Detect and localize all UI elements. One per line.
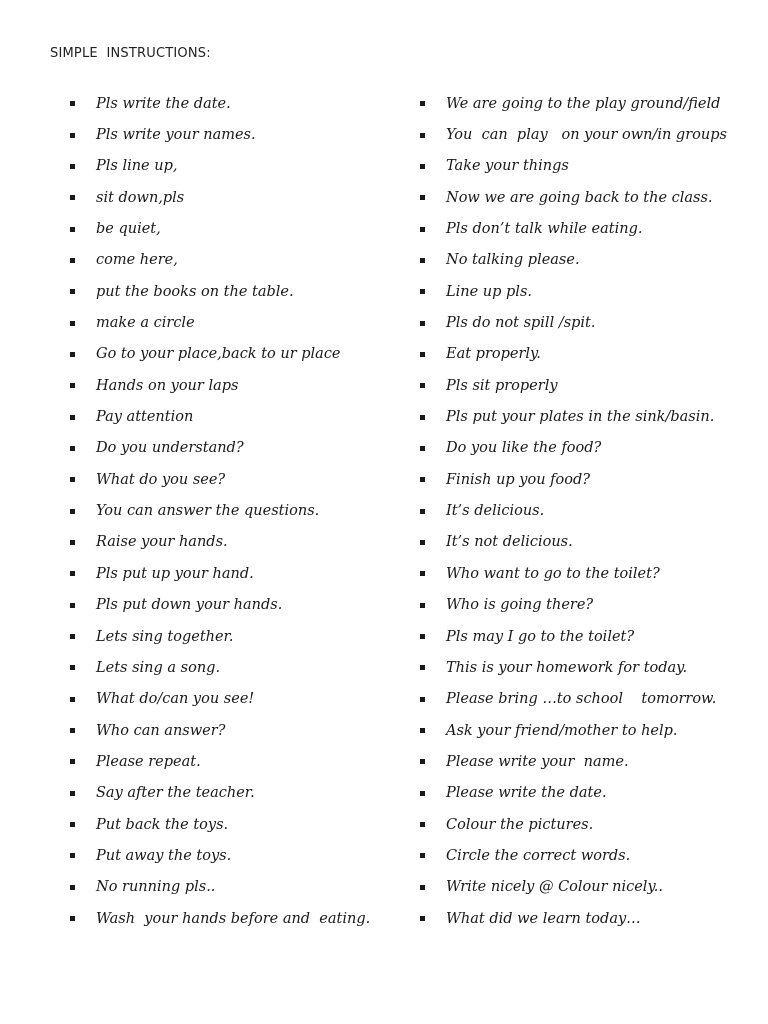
- list-item: [420, 213, 760, 244]
- list-item: [420, 495, 760, 526]
- instructions-list-left: [70, 88, 410, 934]
- list-item-text: It’s not delicious.: [446, 534, 573, 551]
- list-item-text: Colour the pictures.: [446, 816, 594, 833]
- square-bullet-icon: [70, 791, 75, 796]
- list-item-text: Lets sing a song.: [96, 659, 221, 676]
- list-item-text: make a circle: [96, 315, 195, 332]
- list-item-text: sit down,pls: [96, 189, 185, 206]
- square-bullet-icon: [70, 321, 75, 326]
- list-item: [420, 401, 760, 432]
- list-item-text: It’s delicious.: [446, 503, 545, 520]
- square-bullet-icon: [70, 916, 75, 921]
- list-item: [420, 307, 760, 338]
- square-bullet-icon: [420, 352, 425, 357]
- list-item: [70, 778, 410, 809]
- list-item-text: No running pls..: [96, 879, 216, 896]
- list-item: [420, 558, 760, 589]
- list-item: [70, 590, 410, 621]
- list-item: [420, 464, 760, 495]
- list-item: [70, 401, 410, 432]
- list-item-text: Now we are going back to the class.: [446, 189, 713, 206]
- square-bullet-icon: [70, 571, 75, 576]
- list-item: [420, 119, 760, 150]
- list-item-text: Eat properly.: [446, 346, 541, 363]
- list-item-text: Put back the toys.: [96, 816, 229, 833]
- square-bullet-icon: [420, 540, 425, 545]
- list-item: [70, 213, 410, 244]
- list-item-text: Pls write the date.: [96, 95, 231, 112]
- list-item-text: Who can answer?: [96, 722, 226, 739]
- square-bullet-icon: [70, 101, 75, 106]
- square-bullet-icon: [420, 289, 425, 294]
- list-item: [420, 245, 760, 276]
- square-bullet-icon: [420, 446, 425, 451]
- list-item-text: Say after the teacher.: [96, 785, 255, 802]
- list-item: [70, 245, 410, 276]
- square-bullet-icon: [420, 916, 425, 921]
- list-item: [70, 715, 410, 746]
- list-item: [70, 684, 410, 715]
- square-bullet-icon: [420, 634, 425, 639]
- square-bullet-icon: [420, 195, 425, 200]
- list-item: [70, 151, 410, 182]
- list-item: [420, 590, 760, 621]
- square-bullet-icon: [70, 195, 75, 200]
- list-item: [420, 339, 760, 370]
- list-item-text: Take your things: [446, 158, 569, 175]
- list-item-text: Pls line up,: [96, 158, 178, 175]
- list-item: [70, 370, 410, 401]
- instructions-list-right: [420, 88, 760, 934]
- list-item-text: Do you like the food?: [446, 440, 602, 457]
- list-item-text: Put away the toys.: [96, 847, 232, 864]
- list-item: [70, 746, 410, 777]
- square-bullet-icon: [70, 227, 75, 232]
- list-item-text: Pls don’t talk while eating.: [446, 221, 643, 238]
- list-item: [70, 119, 410, 150]
- list-item: [420, 903, 760, 934]
- square-bullet-icon: [70, 164, 75, 169]
- square-bullet-icon: [70, 383, 75, 388]
- square-bullet-icon: [420, 383, 425, 388]
- list-item-text: This is your homework for today.: [446, 659, 688, 676]
- square-bullet-icon: [70, 603, 75, 608]
- square-bullet-icon: [70, 477, 75, 482]
- square-bullet-icon: [420, 603, 425, 608]
- square-bullet-icon: [70, 697, 75, 702]
- list-item-text: Pls put up your hand.: [96, 565, 254, 582]
- list-item: [420, 527, 760, 558]
- square-bullet-icon: [420, 415, 425, 420]
- list-item-text: What did we learn today…: [446, 910, 641, 927]
- list-item: [420, 652, 760, 683]
- square-bullet-icon: [420, 321, 425, 326]
- list-item: [420, 746, 760, 777]
- list-item: [70, 809, 410, 840]
- square-bullet-icon: [420, 791, 425, 796]
- square-bullet-icon: [70, 634, 75, 639]
- square-bullet-icon: [70, 352, 75, 357]
- square-bullet-icon: [70, 665, 75, 670]
- page-heading: SIMPLE INSTRUCTIONS:: [50, 46, 211, 61]
- list-item: [420, 778, 760, 809]
- list-item: [420, 276, 760, 307]
- square-bullet-icon: [70, 509, 75, 514]
- list-item: [420, 684, 760, 715]
- square-bullet-icon: [420, 822, 425, 827]
- square-bullet-icon: [70, 133, 75, 138]
- list-item: [70, 276, 410, 307]
- list-item-text: Wash your hands before and eating.: [96, 910, 371, 927]
- list-item-text: Pls put your plates in the sink/basin.: [446, 409, 715, 426]
- square-bullet-icon: [420, 164, 425, 169]
- list-item-text: You can play on your own/in groups: [446, 127, 727, 144]
- square-bullet-icon: [70, 289, 75, 294]
- list-item: [70, 339, 410, 370]
- list-item: [420, 621, 760, 652]
- square-bullet-icon: [70, 415, 75, 420]
- square-bullet-icon: [420, 853, 425, 858]
- square-bullet-icon: [70, 853, 75, 858]
- square-bullet-icon: [70, 759, 75, 764]
- list-item-text: Do you understand?: [96, 440, 244, 457]
- square-bullet-icon: [70, 885, 75, 890]
- list-item-text: Pls may I go to the toilet?: [446, 628, 635, 645]
- list-item: [70, 433, 410, 464]
- square-bullet-icon: [70, 258, 75, 263]
- list-item-text: Please bring …to school tomorrow.: [446, 691, 717, 708]
- square-bullet-icon: [420, 697, 425, 702]
- list-item: [70, 182, 410, 213]
- list-item-text: Pay attention: [96, 409, 194, 426]
- list-item-text: Write nicely @ Colour nicely..: [446, 879, 663, 896]
- list-item: [420, 433, 760, 464]
- list-item: [420, 840, 760, 871]
- list-item: [70, 840, 410, 871]
- list-item: [420, 809, 760, 840]
- list-item: [70, 872, 410, 903]
- list-item: [70, 495, 410, 526]
- square-bullet-icon: [70, 540, 75, 545]
- list-item-text: Please write your name.: [446, 753, 629, 770]
- list-item-text: Pls do not spill /spit.: [446, 315, 596, 332]
- square-bullet-icon: [420, 509, 425, 514]
- list-item: [70, 621, 410, 652]
- square-bullet-icon: [420, 477, 425, 482]
- list-item-text: Circle the correct words.: [446, 847, 631, 864]
- list-item-text: come here,: [96, 252, 178, 269]
- square-bullet-icon: [420, 101, 425, 106]
- square-bullet-icon: [420, 759, 425, 764]
- list-item-text: What do you see?: [96, 471, 226, 488]
- list-item-text: Pls sit properly: [446, 377, 558, 394]
- list-item-text: Raise your hands.: [96, 534, 228, 551]
- list-item: [420, 88, 760, 119]
- square-bullet-icon: [420, 258, 425, 263]
- list-item: [70, 903, 410, 934]
- square-bullet-icon: [420, 227, 425, 232]
- square-bullet-icon: [70, 822, 75, 827]
- list-item: [420, 872, 760, 903]
- square-bullet-icon: [420, 665, 425, 670]
- list-item-text: Who is going there?: [446, 597, 594, 614]
- list-item-text: Line up pls.: [446, 283, 532, 300]
- list-item-text: Hands on your laps: [96, 377, 239, 394]
- list-item-text: Finish up you food?: [446, 471, 591, 488]
- square-bullet-icon: [420, 728, 425, 733]
- list-item-text: Pls write your names.: [96, 127, 256, 144]
- list-item-text: What do/can you see!: [96, 691, 255, 708]
- list-item-text: We are going to the play ground/field: [446, 95, 721, 112]
- list-item-text: Ask your friend/mother to help.: [446, 722, 678, 739]
- list-item: [70, 652, 410, 683]
- list-item-text: Pls put down your hands.: [96, 597, 283, 614]
- square-bullet-icon: [70, 728, 75, 733]
- list-item: [420, 151, 760, 182]
- list-item: [70, 558, 410, 589]
- list-item-text: be quiet,: [96, 221, 161, 238]
- list-item: [70, 464, 410, 495]
- list-item-text: Who want to go to the toilet?: [446, 565, 660, 582]
- list-item-text: Please write the date.: [446, 785, 607, 802]
- square-bullet-icon: [70, 446, 75, 451]
- square-bullet-icon: [420, 885, 425, 890]
- list-item: [420, 182, 760, 213]
- list-item-text: No talking please.: [446, 252, 580, 269]
- list-item: [70, 88, 410, 119]
- list-item: [70, 527, 410, 558]
- list-item-text: Please repeat.: [96, 753, 201, 770]
- list-item: [70, 307, 410, 338]
- list-item-text: Lets sing together.: [96, 628, 234, 645]
- list-item: [420, 715, 760, 746]
- list-item-text: You can answer the questions.: [96, 503, 320, 520]
- square-bullet-icon: [420, 133, 425, 138]
- list-item-text: put the books on the table.: [96, 283, 294, 300]
- square-bullet-icon: [420, 571, 425, 576]
- list-item: [420, 370, 760, 401]
- list-item-text: Go to your place,back to ur place: [96, 346, 341, 363]
